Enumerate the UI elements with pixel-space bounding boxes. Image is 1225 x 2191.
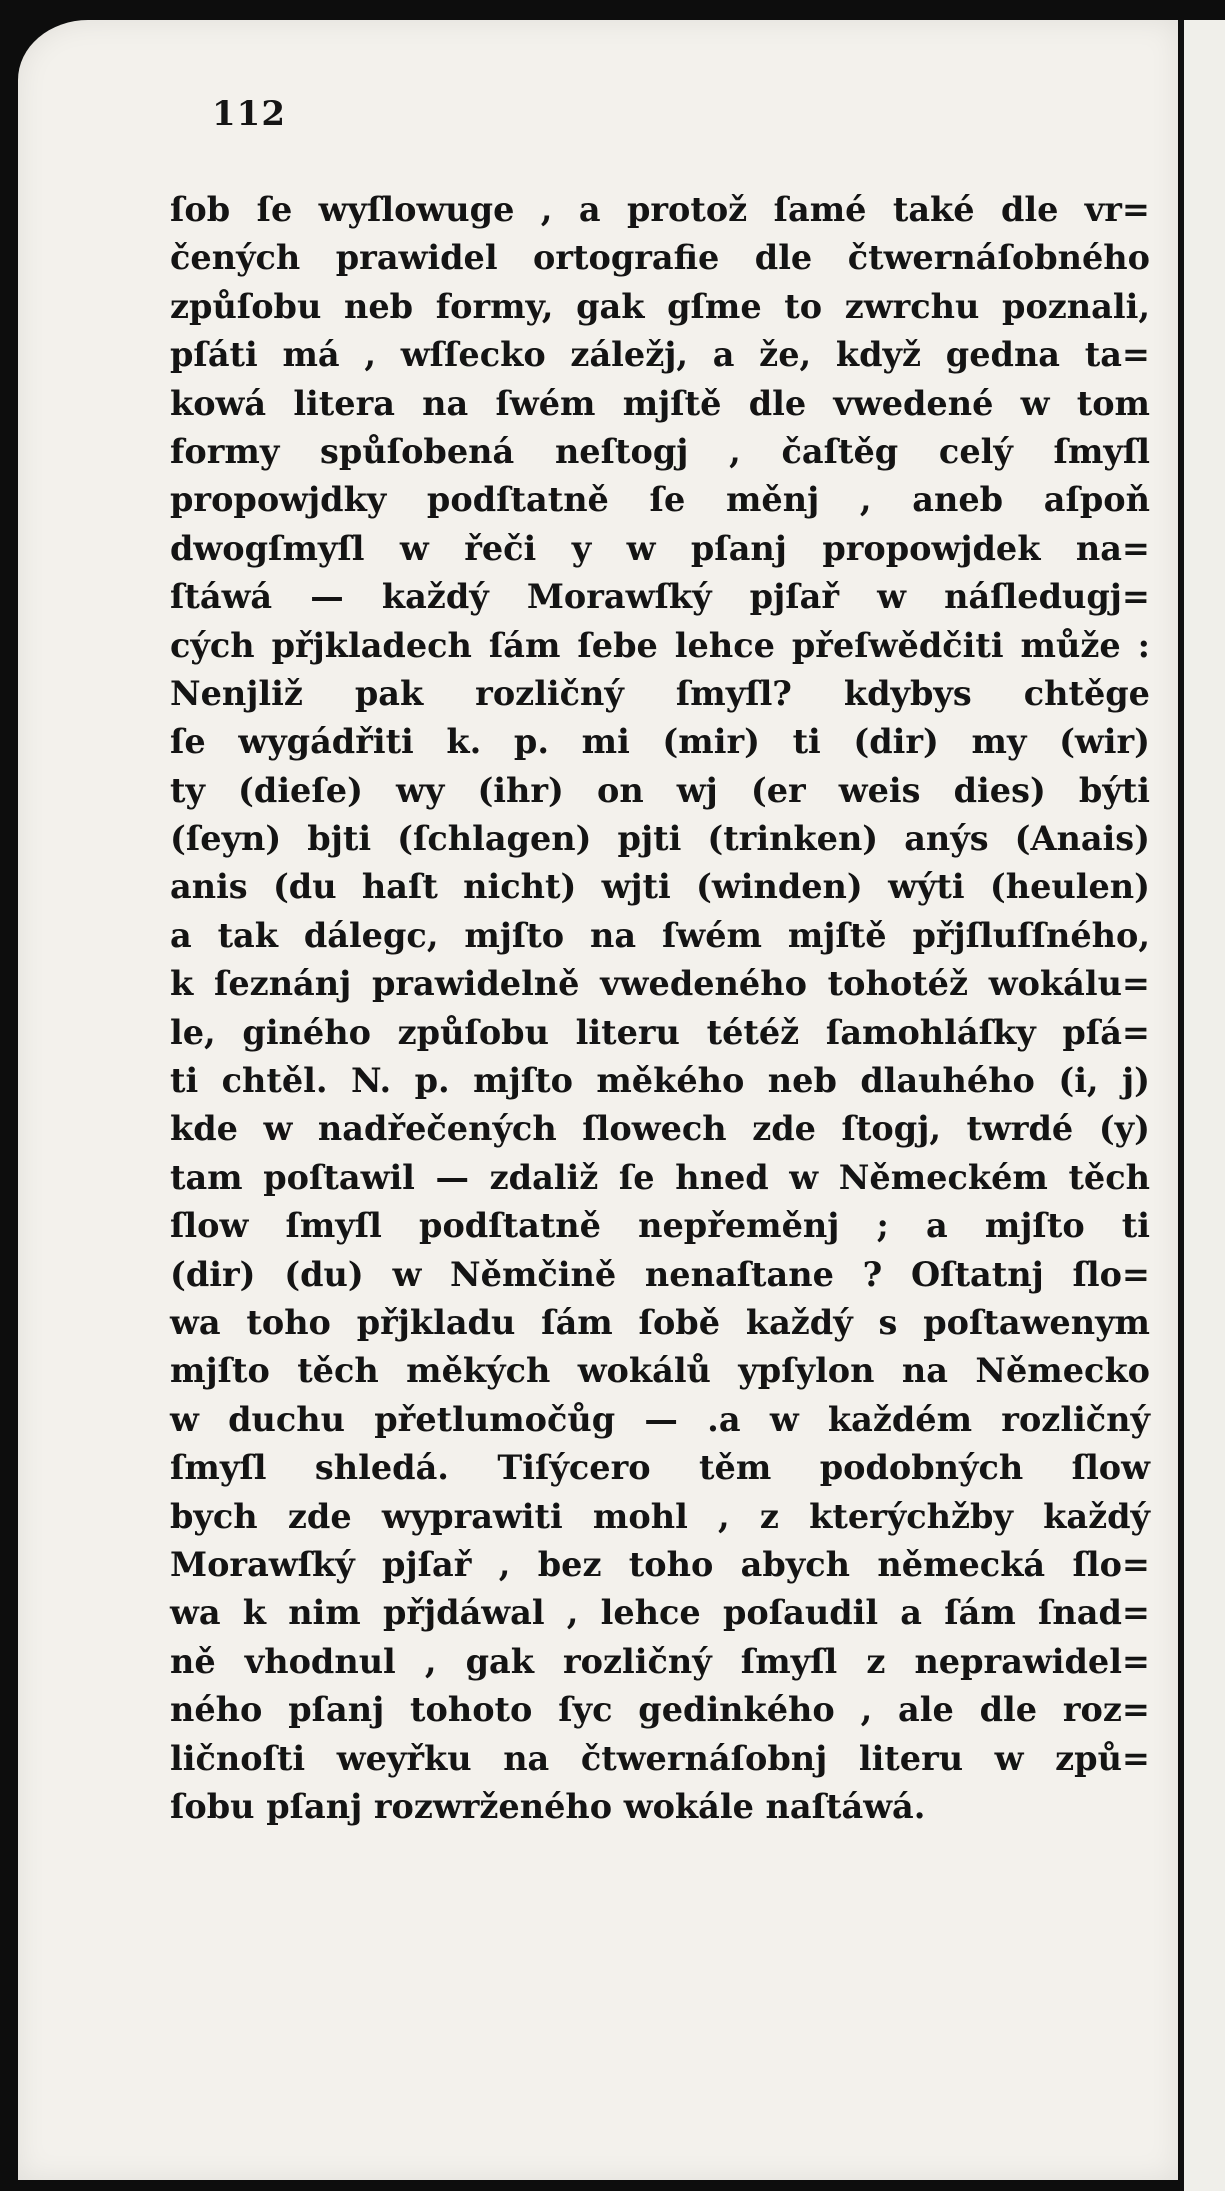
text-line: wa toho přjkladu ſám ſobě každý s poſtawenym xyxy=(170,1302,1150,1342)
adjacent-page-edge xyxy=(1184,20,1225,2191)
text-line: ſtáwá — každý Morawſký pjſař w náſledugj= xyxy=(170,577,1150,617)
text-line: ného pſanj tohoto ſyc gedinkého , ale dle roz= xyxy=(170,1690,1150,1730)
text-line: Nenjliž pak rozličný ſmyſl? kdybys chtěge xyxy=(170,673,1150,713)
text-line: způſobu neb formy, gak gſme to zwrchu poznali, xyxy=(170,286,1150,326)
text-line: ſob ſe wyſlowuge , a protož ſamé také dle vr= xyxy=(170,190,1150,229)
text-line: dwogſmyſl w řeči y w pſanj propowjdek na= xyxy=(170,528,1150,568)
text-line: kde w nadřečených ſlowech zde ſtogj, twrdé (y) xyxy=(170,1109,1150,1149)
text-line: ličnoſti weyřku na čtwernáſobnj literu w způ= xyxy=(170,1738,1150,1778)
body-text xyxy=(170,186,1150,1831)
text-line: k ſeznánj prawidelně vwedeného tohotéž wokálu= xyxy=(170,964,1150,1004)
text-line: ſlow ſmyſl podſtatně nepřeměnj ; a mjſto ti xyxy=(170,1206,1150,1246)
text-line: a tak dálegc, mjſto na ſwém mjſtě přjſluſſného, xyxy=(170,915,1150,955)
text-line: Morawſký pjſař , bez toho abych německá ſlo= xyxy=(170,1544,1150,1584)
text-line: (dir) (du) w Němčině nenaſtane ? Oſtatnj ſlo= xyxy=(170,1254,1150,1294)
text-line: pſáti má , wſſecko záležj, a že, když gedna ta= xyxy=(170,335,1150,375)
text-line: wa k nim přjdáwal , lehce poſaudil a ſám ſnad= xyxy=(170,1593,1150,1633)
text-line: ſe wygádřiti k. p. mi (mir) ti (dir) my (wir) xyxy=(170,722,1150,762)
text-line: tam poſtawil — zdaliž ſe hned w Německém těch xyxy=(170,1157,1150,1197)
text-line: w duchu přetlumočůg — .a w každém rozličný xyxy=(170,1399,1150,1439)
text-line: anis (du haſt nicht) wjti (winden) wýti (heulen) xyxy=(170,867,1150,907)
page-number: 112 xyxy=(212,94,286,134)
text-line: ſobu pſanj rozwrženého wokále naſtáwá. xyxy=(170,1786,926,1826)
text-line: le, giného způſobu literu tétéž ſamohláſky pſá= xyxy=(170,1012,1150,1052)
text-line: ně vhodnul , gak rozličný ſmyſl z neprawidel= xyxy=(170,1641,1150,1681)
text-line: bych zde wyprawiti mohl , z kterýchžby každý xyxy=(170,1496,1150,1536)
text-line: mjſto těch měkých wokálů ypſylon na Německo xyxy=(170,1351,1150,1391)
text-line: ſmyſl shledá. Tiſýcero těm podobných ſlow xyxy=(170,1448,1150,1488)
text-line: ty (dieſe) wy (ihr) on wj (er weis dies) býti xyxy=(170,770,1150,810)
text-line: ti chtěl. N. p. mjſto měkého neb dlauhého (i, j) xyxy=(170,1061,1150,1101)
text-line: propowjdky podſtatně ſe měnj , aneb aſpoň xyxy=(170,480,1150,520)
text-line: čených prawidel ortografie dle čtwernáſobného xyxy=(170,238,1150,278)
text-line: cých přjkladech ſám ſebe lehce přeſwědčiti může : xyxy=(170,625,1150,665)
text-line: (ſeyn) bjti (ſchlagen) pjti (trinken) anýs (Anais) xyxy=(170,819,1150,859)
text-line: formy spůſobená neſtogj , čaſtěg celý ſmyſl xyxy=(170,431,1150,471)
text-line: kowá litera na ſwém mjſtě dle vwedené w tom xyxy=(170,383,1150,423)
